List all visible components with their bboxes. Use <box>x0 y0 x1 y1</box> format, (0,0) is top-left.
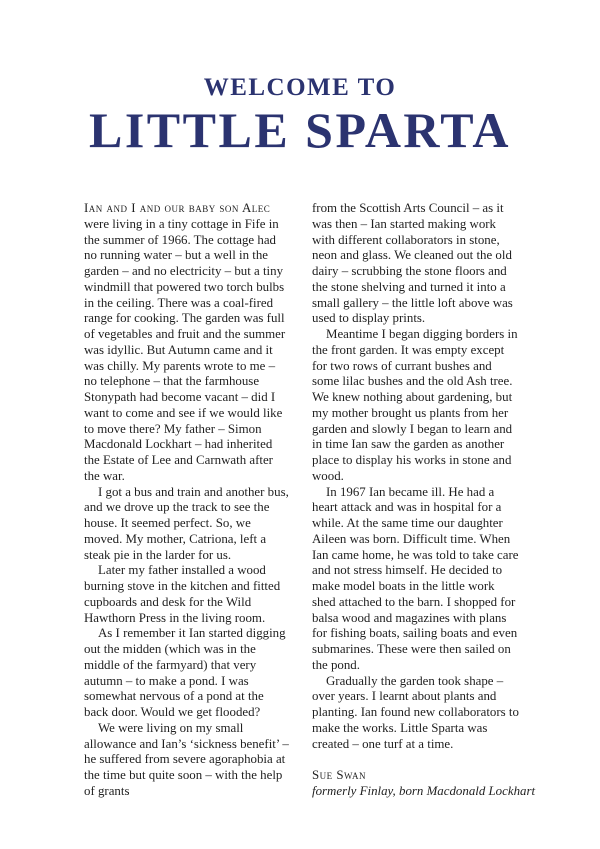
paragraph-1-lead: Ian and I and our baby son Alec <box>84 201 271 215</box>
title-line-little-sparta: LITTLE SPARTA <box>88 102 512 158</box>
paragraph-6: Meantime I began digging borders in the front garden. It was empty except for two rows of currant bushes and some lilac bushes and the old Ash tree. We knew nothing about gardening, but my mother brought us plants from her garden and slowly I began to learn and in time Ian saw the garden as another place to display his works in stone and wood. <box>312 327 518 483</box>
signature-name: Sue Swan <box>312 768 367 783</box>
paragraph-4: As I remember it Ian started digging out the midden (which was in the middle of the farmyard) that very autumn – to make a pond. I was somewhat nervous of a pond at the back door. Would we get flooded? <box>84 626 286 719</box>
paragraph-1 <box>84 201 291 485</box>
paragraph-5-continued: from the Scottish Arts Council – as it was then – Ian started making work with different collaborators in stone, neon and glass. We cleaned out the old dairy – scrubbing the stone floors and the stone shelving and turned it into a small gallery – the little loft above was used to display prints. <box>312 201 513 326</box>
paragraph-2: I got a bus and train and another bus, and we drove up the track to see the house. It seemed perfect. So, we moved. My mother, Catriona, left a steak pie in the larder for us. <box>84 484 289 562</box>
title-line-welcome: WELCOME TO <box>203 74 397 101</box>
left-column <box>84 201 291 800</box>
signature-note: formerly Finlay, born Macdonald Lockhart <box>312 784 536 798</box>
paragraph-5: We were living on my small allowance and Ian’s ‘sickness benefit’ – he suffered from severe agoraphobia at the time but quite soon – with the help of grants <box>84 720 289 798</box>
paragraph-7: In 1967 Ian became ill. He had a heart attack and was in hospital for a while. At the same time our daughter Aileen was born. Difficult time. When Ian came home, he was told to take care and not stress himself. He decided to make model boats in the little work shed attached to the barn. I shopped for balsa wood and magazines with plans for fishing boats, sailing boats and even submarines. These were then sailed on the pond. <box>312 484 519 672</box>
page-title <box>0 74 600 156</box>
paragraph-1-body: were living in a tiny cottage in Fife in the summer of 1966. The cottage had no running water – but a well in the garden – and no electricity – but a tiny windmill that powered two torch bulbs in the ceiling. There was a coal-fired range for cooking. The garden was full of vegetables and fruit and the summer was idyllic. But Autumn came and it was chilly. My parents wrote to me – no telephone – that the farmhouse Stonypath had become vacant – did I want to come and see if we would like to move there? My father – Simon Macdonald Lockhart – had inherited the Estate of Lee and Carnwath after the war. <box>84 216 286 483</box>
paragraph-3: Later my father installed a wood burning stove in the kitchen and fitted cupboards and desk for the Wild Hawthorn Press in the living room. <box>84 563 281 625</box>
right-column <box>312 201 536 800</box>
paragraph-8: Gradually the garden took shape – over years. I learnt about plants and planting. Ian found new collaborators to make the works. Little Sparta was created – one turf at a time. <box>312 673 519 751</box>
